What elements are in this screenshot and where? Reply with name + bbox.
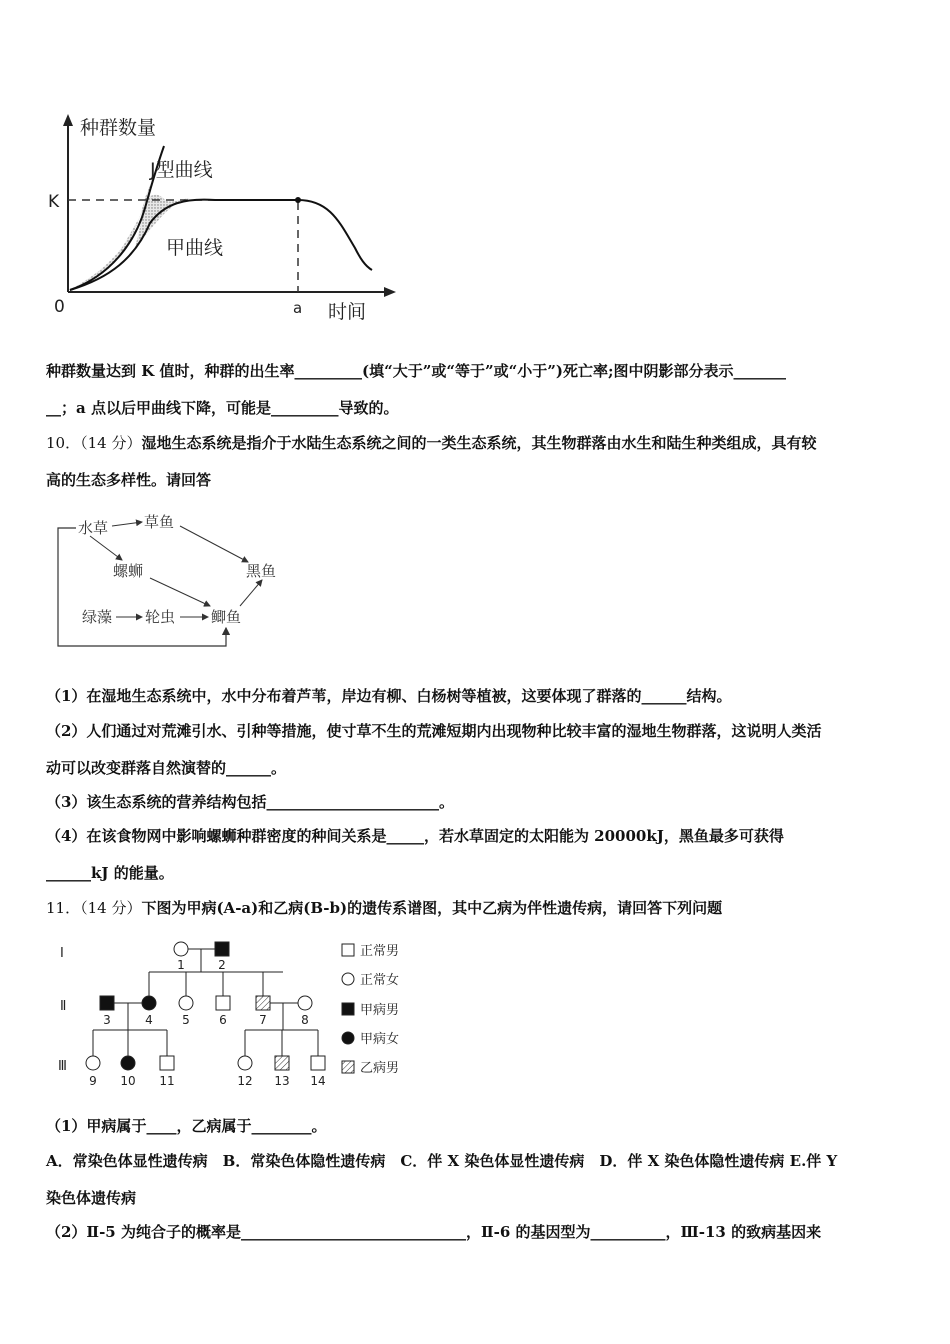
q11-sub1: （1）甲病属于____，乙病属于________。 — [46, 1117, 327, 1135]
person-8 — [298, 996, 312, 1010]
q10-intro: 湿地生态系统是指介于水陆生态系统之间的一类生态系统，其生物群落由水生和陆生种类组成，具有较 — [141, 434, 817, 452]
arrow-shuicao-caoyu — [112, 522, 142, 526]
person-12 — [238, 1056, 252, 1070]
gen-2-label: Ⅱ — [60, 999, 67, 1014]
id-10: 10 — [120, 1074, 136, 1088]
food-web-bracket — [58, 528, 226, 646]
point-a — [295, 197, 301, 203]
origin-label: 0 — [54, 297, 65, 317]
person-7 — [256, 996, 270, 1010]
q10-sub2-line2: 动可以改变群落自然演替的______。 — [46, 759, 287, 777]
arrow-luoshi-jiyu — [150, 578, 210, 606]
id-6: 6 — [219, 1013, 227, 1027]
node-shuicao: 水草 — [78, 519, 109, 537]
y-axis-arrow — [63, 114, 73, 126]
node-luoshi: 螺蛳 — [113, 562, 144, 580]
q10-sub4-line2: ______kJ 的能量。 — [46, 864, 174, 882]
person-2 — [215, 942, 229, 956]
legend-normal-male-symbol — [342, 944, 354, 956]
pedigree-chart — [50, 932, 430, 1092]
id-1: 1 — [177, 958, 185, 972]
q10-number: 10．（14 分） — [46, 434, 142, 452]
a-label: a — [293, 299, 303, 317]
person-4 — [142, 996, 156, 1010]
person-1 — [174, 942, 188, 956]
gen-1-label: Ⅰ — [60, 946, 64, 961]
node-lvzao: 绿藻 — [82, 608, 113, 626]
id-5: 5 — [182, 1013, 190, 1027]
id-2: 2 — [218, 958, 226, 972]
q11-sub2: （2）Ⅱ-5 为纯合子的概率是______________________________，Ⅱ-6 的基因型为__________，Ⅲ-13 的致病基因来 — [46, 1223, 822, 1241]
person-11 — [160, 1056, 174, 1070]
y-axis-label: 种群数量 — [80, 117, 157, 139]
legend-normal-female-symbol — [342, 973, 354, 985]
node-lunchong: 轮虫 — [145, 608, 176, 626]
id-12: 12 — [237, 1074, 253, 1088]
q10-line2: 高的生态多样性。请回答 — [46, 471, 212, 489]
population-growth-chart — [40, 108, 400, 333]
q11-options-line2: 染色体遗传病 — [46, 1189, 137, 1207]
legend-normal-female: 正常女 — [360, 973, 400, 988]
person-5 — [179, 996, 193, 1010]
person-13 — [275, 1056, 289, 1070]
q10-sub1: （1）在湿地生态系统中，水中分布着芦苇，岸边有柳、白杨树等植被，这要体现了群落的______结构。 — [46, 687, 732, 705]
id-14: 14 — [310, 1074, 326, 1088]
q11-intro-line — [46, 898, 722, 918]
legend-affected-a-female: 甲病女 — [360, 1032, 400, 1047]
node-jiyu: 鲫鱼 — [211, 608, 242, 626]
food-web-diagram — [50, 510, 300, 655]
q10-sub4-line1: （4）在该食物网中影响螺蛳种群密度的种间关系是_____，若水草固定的太阳能为 20000kJ，黑鱼最多可获得 — [46, 827, 784, 845]
q11-number: 11．（14 分） — [46, 899, 142, 917]
person-9 — [86, 1056, 100, 1070]
jia-curve-label: 甲曲线 — [166, 237, 224, 259]
id-8: 8 — [301, 1013, 309, 1027]
q9-line2: __；a 点以后甲曲线下降，可能是_________导致的。 — [46, 399, 399, 417]
person-6 — [216, 996, 230, 1010]
k-label: K — [48, 192, 60, 212]
j-curve-label: J型曲线 — [150, 159, 213, 181]
id-9: 9 — [89, 1074, 97, 1088]
person-3 — [100, 996, 114, 1010]
id-4: 4 — [145, 1013, 153, 1027]
legend-affected-a-male: 甲病男 — [360, 1003, 400, 1018]
gen-3-label: Ⅲ — [58, 1059, 67, 1074]
id-11: 11 — [159, 1074, 175, 1088]
q11-options-line1: A．常染色体显性遗传病 B．常染色体隐性遗传病 C．伴 X 染色体显性遗传病 D．伴 X 染色体隐性遗传病 E.伴 Y — [46, 1152, 838, 1170]
legend-affected-a-male-symbol — [342, 1003, 354, 1015]
person-10 — [121, 1056, 135, 1070]
x-axis-label: 时间 — [328, 301, 367, 323]
q10-sub2-line1: （2）人们通过对荒滩引水、引种等措施，使寸草不生的荒滩短期内出现物种比较丰富的湿地生物群落，这说明人类活 — [46, 722, 822, 740]
q11-intro: 下图为甲病(A-a)和乙病(B-b)的遗传系谱图，其中乙病为伴性遗传病，请回答下列问题 — [141, 899, 723, 917]
q10-sub3: （3）该生态系统的营养结构包括_______________________。 — [46, 793, 454, 811]
node-heiyu: 黑鱼 — [246, 562, 277, 580]
arrow-shuicao-luoshi — [90, 536, 122, 560]
arrow-caoyu-heiyu — [180, 526, 248, 562]
q9-line1: 种群数量达到 K 值时，种群的出生率_________(填“大于”或“等于”或“小于”)死亡率;图中阴影部分表示_______ — [46, 362, 786, 380]
person-14 — [311, 1056, 325, 1070]
legend-affected-b-male-symbol — [342, 1061, 354, 1073]
x-axis-arrow — [384, 287, 396, 297]
id-7: 7 — [259, 1013, 267, 1027]
id-3: 3 — [103, 1013, 111, 1027]
node-caoyu: 草鱼 — [144, 513, 175, 531]
id-13: 13 — [274, 1074, 290, 1088]
legend-affected-b-male: 乙病男 — [360, 1061, 400, 1076]
q10-line1 — [46, 433, 816, 453]
legend-affected-a-female-symbol — [342, 1032, 354, 1044]
legend-normal-male: 正常男 — [360, 944, 400, 959]
arrow-jiyu-heiyu — [240, 580, 262, 606]
